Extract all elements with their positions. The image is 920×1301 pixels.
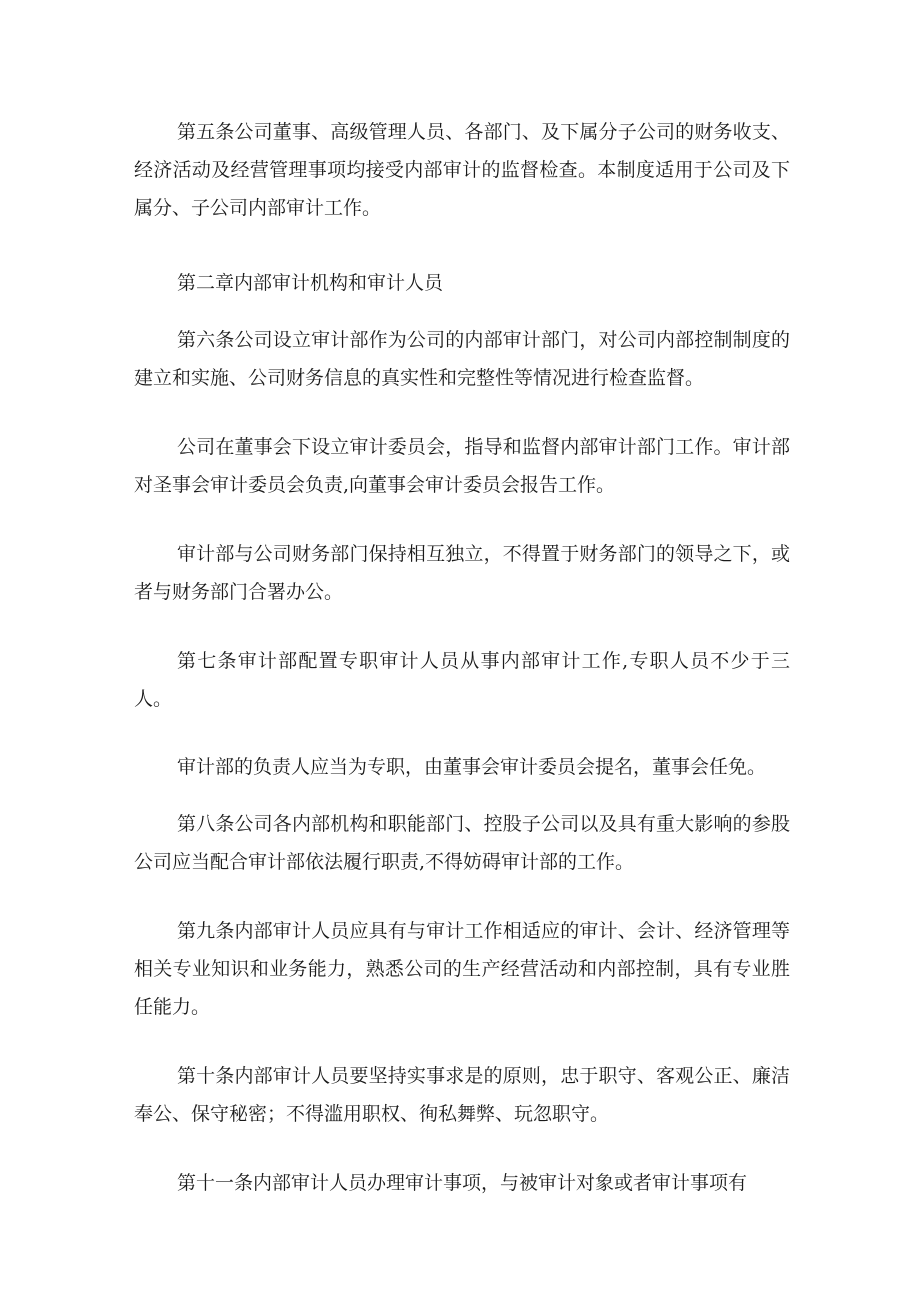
paragraph-audit-committee: 公司在董事会下设立审计委员会，指导和监督内部审计部门工作。审计部对圣事会审计委员会负责,向董事会审计委员会报告工作。	[134, 436, 790, 496]
paragraph-article-5: 第五条公司董事、高级管理人员、各部门、及下属分子公司的财务收支、经济活动及经营管理事项均接受内部审计的监督检查。本制度适用于公司及下属分、子公司内部审计工作。	[134, 121, 790, 219]
chapter-2-heading: 第二章内部审计机构和审计人员	[177, 272, 444, 294]
paragraph-article-8: 第八条公司各内部机构和职能部门、控股子公司以及具有重大影响的参股公司应当配合审计部依法履行职责,不得妨碍审计部的工作。	[134, 813, 790, 873]
paragraph-article-7: 第七条审计部配置专职审计人员从事内部审计工作,专职人员不少于三人。	[134, 650, 790, 710]
paragraph-article-11: 第十一条内部审计人员办理审计事项，与被审计对象或者审计事项有	[177, 1172, 748, 1194]
paragraph-independence: 审计部与公司财务部门保持相互独立，不得置于财务部门的领导之下，或者与财务部门合署办公。	[134, 543, 790, 603]
paragraph-department-head: 审计部的负责人应当为专职，由董事会审计委员会提名，董事会任免。	[177, 756, 767, 778]
paragraph-article-9: 第九条内部审计人员应具有与审计工作相适应的审计、会计、经济管理等相关专业知识和业务能力，熟悉公司的生产经营活动和内部控制，具有专业胜任能力。	[134, 920, 790, 1018]
paragraph-article-6: 第六条公司设立审计部作为公司的内部审计部门，对公司内部控制制度的建立和实施、公司财务信息的真实性和完整性等情况进行检查监督。	[134, 329, 790, 389]
paragraph-article-10: 第十条内部审计人员要坚持实事求是的原则，忠于职守、客观公正、廉洁奉公、保守秘密；不得滥用职权、徇私舞弊、玩忽职守。	[134, 1065, 790, 1125]
